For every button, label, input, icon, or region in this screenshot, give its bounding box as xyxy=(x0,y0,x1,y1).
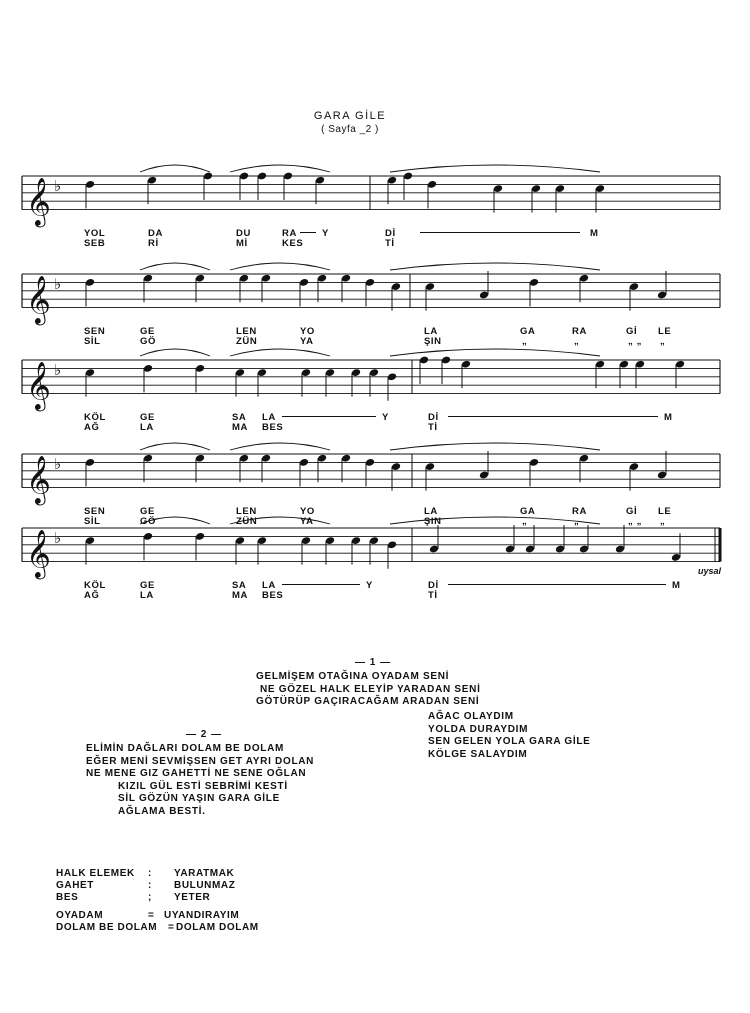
staff xyxy=(22,176,720,228)
glossary-separator: = xyxy=(168,922,175,933)
glossary-term: BES xyxy=(56,892,79,903)
lyric-syllable: M xyxy=(672,579,681,591)
glossary-separator: ; xyxy=(148,892,152,903)
flat-key-signature-icon: ♭ xyxy=(54,176,62,195)
lyric-syllable: Dİ xyxy=(428,411,439,423)
verse-line: ELİMİN DAĞLARI DOLAM BE DOLAM xyxy=(86,743,285,754)
lyric-syllable: LA xyxy=(140,589,154,601)
lyric-syllable: Y xyxy=(366,579,373,591)
treble-clef-icon: 𝄞 xyxy=(26,528,51,578)
lyric-syllable: RA xyxy=(572,505,587,517)
lyric-syllable: Gİ xyxy=(626,505,638,517)
slur xyxy=(140,443,210,450)
staff xyxy=(22,528,720,580)
glossary-term: DOLAM BE DOLAM xyxy=(56,922,158,933)
lyric-syllable: SEN xyxy=(84,505,106,517)
lyric-syllable: LA xyxy=(262,579,276,591)
flat-key-signature-icon: ♭ xyxy=(54,274,62,293)
notes-group xyxy=(85,263,667,311)
lyric-syllable: „ xyxy=(574,335,580,347)
lyric-syllable: AĞ xyxy=(84,421,100,433)
glossary-definition: YARATMAK xyxy=(174,868,235,879)
lyric-syllable: GE xyxy=(140,325,155,337)
glossary-row xyxy=(56,868,316,880)
lyric-syllable: KÖL xyxy=(84,411,106,423)
glossary-row xyxy=(56,880,316,892)
slur xyxy=(140,349,210,356)
treble-clef-icon: 𝄞 xyxy=(26,274,51,324)
lyric-syllable: Rİ xyxy=(148,237,159,249)
lyric-syllable: YA xyxy=(300,335,314,347)
slur xyxy=(390,165,600,172)
glossary-row xyxy=(56,910,316,922)
lyric-syllable: „ xyxy=(522,515,528,527)
lyric-syllable: LE xyxy=(658,325,672,337)
lyric-syllable: YA xyxy=(300,515,314,527)
lyric-syllable: YOL xyxy=(84,227,106,239)
lyric-syllable: Y xyxy=(322,227,329,239)
refrain-line: SEN GELEN YOLA GARA GİLE xyxy=(428,736,591,747)
refrain-line: KÖLGE SALAYDIM xyxy=(428,748,528,760)
flat-key-signature-icon: ♭ xyxy=(54,454,62,473)
glossary-row xyxy=(56,892,316,904)
lyric-syllable: KÖL xyxy=(84,579,106,591)
lyric-syllable: Dİ xyxy=(385,227,396,239)
glossary-separator: = xyxy=(148,910,155,921)
slur xyxy=(390,517,600,524)
slur xyxy=(390,349,600,356)
slur xyxy=(230,349,330,356)
verse-line: GELMİŞEM OTAĞINA OYADAM SENİ xyxy=(256,671,450,682)
treble-clef-icon: 𝄞 xyxy=(26,454,51,504)
lyric-syllable: SEB xyxy=(84,237,106,249)
lyric-syllable: GA xyxy=(520,325,536,337)
verse-line: GÖTÜRÜP GAÇIRACAĞAM ARADAN SENİ xyxy=(256,696,480,707)
lyric-syllable: „ „ xyxy=(628,515,642,527)
lyric-syllable: SİL xyxy=(84,335,101,347)
lyric-syllable: LA xyxy=(424,505,438,517)
verse-2-number: — 2 — xyxy=(186,729,223,740)
lyric-syllable: RA xyxy=(572,325,587,337)
lyric-syllable: LEN xyxy=(236,325,257,337)
notes-group xyxy=(85,349,685,401)
lyric-extension-line xyxy=(448,584,666,585)
lyric-syllable: AĞ xyxy=(84,589,100,601)
lyric-syllable: „ „ xyxy=(628,335,642,347)
refrain-line: YOLDA DURAYDIM xyxy=(428,723,529,735)
notes-group xyxy=(85,165,605,213)
lyric-syllable: LA xyxy=(140,421,154,433)
treble-clef-icon: 𝄞 xyxy=(26,360,51,410)
lyric-syllable: ŞIN xyxy=(424,335,442,347)
lyric-syllable: ŞIN xyxy=(424,515,442,527)
lyric-syllable: „ xyxy=(660,335,666,347)
lyric-syllable: LEN xyxy=(236,505,257,517)
verse-1-refrain xyxy=(428,711,591,761)
lyric-syllable: LA xyxy=(262,411,276,423)
lyric-syllable: SA xyxy=(232,411,247,423)
lyric-syllable: SA xyxy=(232,579,247,591)
lyric-syllable: Gİ xyxy=(626,325,638,337)
lyric-syllable: LE xyxy=(658,505,672,517)
lyric-syllable: Mİ xyxy=(236,237,248,249)
notes-group xyxy=(85,517,681,569)
glossary-separator: : xyxy=(148,880,152,891)
glossary-definition: BULUNMAZ xyxy=(174,880,236,891)
slur xyxy=(390,443,600,450)
lyric-syllable: GE xyxy=(140,505,155,517)
glossary xyxy=(56,868,316,934)
lyric-syllable: YO xyxy=(300,325,315,337)
lyric-syllable: DU xyxy=(236,227,251,239)
lyric-syllable: „ xyxy=(522,335,528,347)
lyric-syllable: GÖ xyxy=(140,335,156,347)
slur xyxy=(230,443,330,450)
verse-line: KIZIL GÜL ESTİ SEBRİMİ KESTİ xyxy=(118,780,288,792)
lyric-syllable: YO xyxy=(300,505,315,517)
lyric-syllable: GÖ xyxy=(140,515,156,527)
slur xyxy=(230,165,330,172)
glossary-definition: DOLAM DOLAM xyxy=(176,922,259,933)
slur xyxy=(390,263,600,270)
verse-line: NE GÖZEL HALK ELEYİP YARADAN SENİ xyxy=(260,683,481,695)
lyric-syllable: GA xyxy=(520,505,536,517)
glossary-term: GAHET xyxy=(56,880,94,891)
lyric-syllable: ZÜN xyxy=(236,515,258,527)
lyric-syllable: KES xyxy=(282,237,304,249)
lyric-syllable: DA xyxy=(148,227,163,239)
lyric-syllable: Dİ xyxy=(428,579,439,591)
lyric-extension-line xyxy=(300,232,316,233)
glossary-separator: : xyxy=(148,868,152,879)
lyric-syllable: Tİ xyxy=(428,589,438,601)
lyric-syllable: „ xyxy=(574,515,580,527)
verse-1-number: — 1 — xyxy=(355,657,392,668)
composer-signature: uysal xyxy=(698,566,722,576)
verse-line: SİL GÖZÜN YAŞIN GARA GİLE xyxy=(118,793,280,804)
lyric-syllable: GE xyxy=(140,411,155,423)
lyric-syllable: MA xyxy=(232,421,248,433)
glossary-definition: YETER xyxy=(174,892,211,903)
flat-key-signature-icon: ♭ xyxy=(54,528,62,547)
lyric-syllable: ZÜN xyxy=(236,335,258,347)
lyric-extension-line xyxy=(420,232,580,233)
glossary-term: HALK ELEMEK xyxy=(56,868,135,879)
slur xyxy=(230,263,330,270)
lyric-syllable: M xyxy=(590,227,599,239)
lyric-extension-line xyxy=(448,416,658,417)
lyric-syllable: SİL xyxy=(84,515,101,527)
lyric-syllable: SEN xyxy=(84,325,106,337)
lyric-syllable: RA xyxy=(282,227,297,239)
slur xyxy=(140,165,210,172)
verse-line: NE MENE GIZ GAHETTİ NE SENE OĞLAN xyxy=(86,768,307,779)
treble-clef-icon: 𝄞 xyxy=(26,176,51,226)
refrain-line: AĞAC OLAYDIM xyxy=(428,711,514,722)
notes-group xyxy=(85,443,667,491)
page-subtitle: ( Sayfa _2 ) xyxy=(321,124,379,135)
song-title: GARA GİLE xyxy=(313,110,387,122)
glossary-row xyxy=(56,922,316,934)
lyric-extension-line xyxy=(282,584,360,585)
flat-key-signature-icon: ♭ xyxy=(54,360,62,379)
verse-line: AĞLAMA BESTİ. xyxy=(118,805,206,817)
verse-2 xyxy=(86,743,314,818)
slur xyxy=(140,263,210,270)
lyric-syllable: BES xyxy=(262,589,284,601)
glossary-definition: UYANDIRAYIM xyxy=(164,910,240,921)
staff xyxy=(22,360,720,412)
lyric-syllable: BES xyxy=(262,421,284,433)
lyric-syllable: M xyxy=(664,411,673,423)
lyric-syllable: „ xyxy=(660,515,666,527)
lyric-syllable: LA xyxy=(424,325,438,337)
lyric-syllable: Tİ xyxy=(385,237,395,249)
glossary-term: OYADAM xyxy=(56,910,104,921)
lyric-syllable: GE xyxy=(140,579,155,591)
verse-1 xyxy=(256,671,481,709)
lyric-syllable: Tİ xyxy=(428,421,438,433)
lyric-extension-line xyxy=(282,416,376,417)
lyric-syllable: MA xyxy=(232,589,248,601)
lyric-syllable: Y xyxy=(382,411,389,423)
verse-line: EĞER MENİ SEVMİŞSEN GET AYRI DOLAN xyxy=(86,755,315,767)
